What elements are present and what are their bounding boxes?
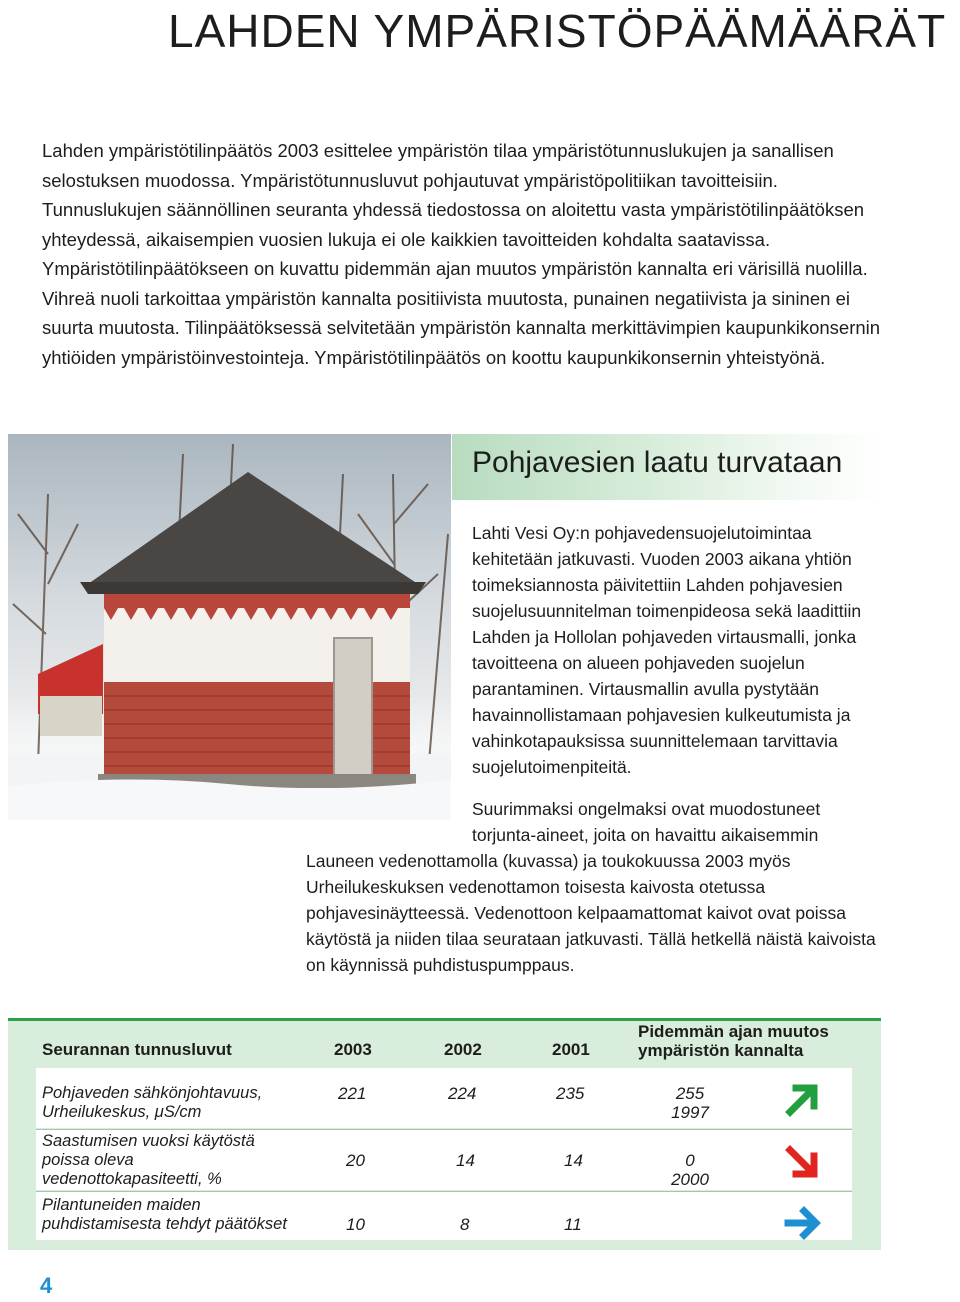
intro-paragraph: Lahden ympäristötilinpäätös 2003 esittelee ympäristön tilaa ympäristötunnuslukujen ja sanallisen selostuksen muodossa. Ympäristötunnusluvut pohjautuvat ympäristöpolitiikan tavoitteisiin. Tunnuslukujen säännöllinen seuranta yhdessä tiedostossa on aloitettu vasta ympäristötilinpäätöksen yhteydessä, aikaisempien vuosien lukuja ei ole kaikkien tavoitteiden kohdalta saatavissa. Ympäristötilinpäätökseen on kuvattu pidemmän ajan muutos ympäristön kannalta eri värisillä nuolilla. Vihreä nuoli tarkoittaa ympäristön kannalta positiivista muutosta, punainen negatiivista ja sininen ei suurta muutosta. Tilinpäätöksessä selvitetään ympäristön kannalta merkittävimpien kaupunkikonsernin yhtiöiden ympäristöinvestointeja. Ympäristötilinpäätös on koottu kaupunkikonsernin yhteistyönä. bbox=[42, 140, 881, 368]
row-2-2002: 14 bbox=[456, 1151, 475, 1170]
page-number: 4 bbox=[40, 1273, 53, 1298]
header-2001: 2001 bbox=[552, 1040, 590, 1059]
row-3-2003: 10 bbox=[346, 1215, 365, 1234]
row-3-label: Pilantuneiden maiden puhdistamisesta tehdyt päätökset bbox=[42, 1196, 287, 1233]
section-heading-box bbox=[452, 434, 882, 500]
row-2-long-value: 0 bbox=[685, 1151, 695, 1170]
header-label: Seurannan tunnusluvut bbox=[42, 1040, 232, 1059]
section-heading: Pohjavesien laatu turvataan bbox=[472, 446, 843, 479]
table-top-rule bbox=[8, 1018, 881, 1021]
row-2-2003: 20 bbox=[346, 1151, 365, 1170]
row-2-2001: 14 bbox=[564, 1151, 583, 1170]
header-2003: 2003 bbox=[334, 1040, 372, 1059]
row-1-2001: 235 bbox=[556, 1084, 585, 1103]
header-long-term-change: Pidemmän ajan muutos ympäristön kannalta bbox=[638, 1022, 829, 1060]
row-divider bbox=[36, 1191, 852, 1192]
section-paragraph-2-start: Suurimmaksi ongelmaksi ovat muodostuneet torjunta-aineet, joita on havaittu aikaisemmin bbox=[472, 799, 821, 845]
row-1-2002: 224 bbox=[448, 1084, 477, 1103]
row-1-long-value: 255 bbox=[675, 1084, 705, 1103]
row-2-label: Saastumisen vuoksi käytöstä poissa oleva vedenottokapasiteetti, % bbox=[42, 1132, 255, 1188]
row-1-2003: 221 bbox=[338, 1084, 367, 1103]
row-divider bbox=[36, 1129, 852, 1130]
section-paragraph-1: Lahti Vesi Oy:n pohjavedensuojelutoimintaa kehitetään jatkuvasti. Vuoden 2003 aikana yhtiön toimeksiannosta päivitettiin Lahden pohjavesien suojelusuunnitelman toimenpideosa sekä laadittiin Lahden ja Hollolan pohjaveden virtausmalli, jonka tavoitteena on alueen pohjaveden suojelun parantaminen. Virtausmallin avulla pystytään havainnollistamaan pohjavesien kulkeutumista ja vahinkotapauksissa suunnittelemaan tarvittavia suojelutoimenpiteitä. bbox=[472, 523, 862, 777]
water-intake-photo bbox=[8, 434, 451, 820]
row-3-2001: 11 bbox=[564, 1215, 582, 1234]
header-2002: 2002 bbox=[444, 1040, 482, 1059]
indicator-table bbox=[8, 1018, 881, 1250]
row-1-long-year: 1997 bbox=[671, 1103, 709, 1122]
red-down-right-arrow-icon bbox=[784, 1144, 822, 1182]
green-up-right-arrow-icon bbox=[784, 1080, 822, 1118]
row-3-2002: 8 bbox=[460, 1215, 470, 1234]
page-title: LAHDEN YMPÄRISTÖPÄÄMÄÄRÄT bbox=[168, 5, 947, 57]
row-2-long-year: 2000 bbox=[671, 1170, 709, 1189]
row-1-label: Pohjaveden sähkönjohtavuus, Urheilukeskus, μS/cm bbox=[42, 1084, 263, 1121]
blue-right-arrow-icon bbox=[784, 1204, 822, 1242]
section-paragraph-2-continued: Launeen vedenottamolla (kuvassa) ja toukokuussa 2003 myös Urheilukeskuksen vedenottamon toisesta kaivosta otetussa pohjavesinäytteessä. Vedenottoon kelpaamattomat kaivot ovat poissa käytöstä ja niiden tilaa seurataan jatkuvasti. Tällä hetkellä näistä kaivoista on käynnissä puhdistuspumppaus. bbox=[306, 851, 876, 975]
